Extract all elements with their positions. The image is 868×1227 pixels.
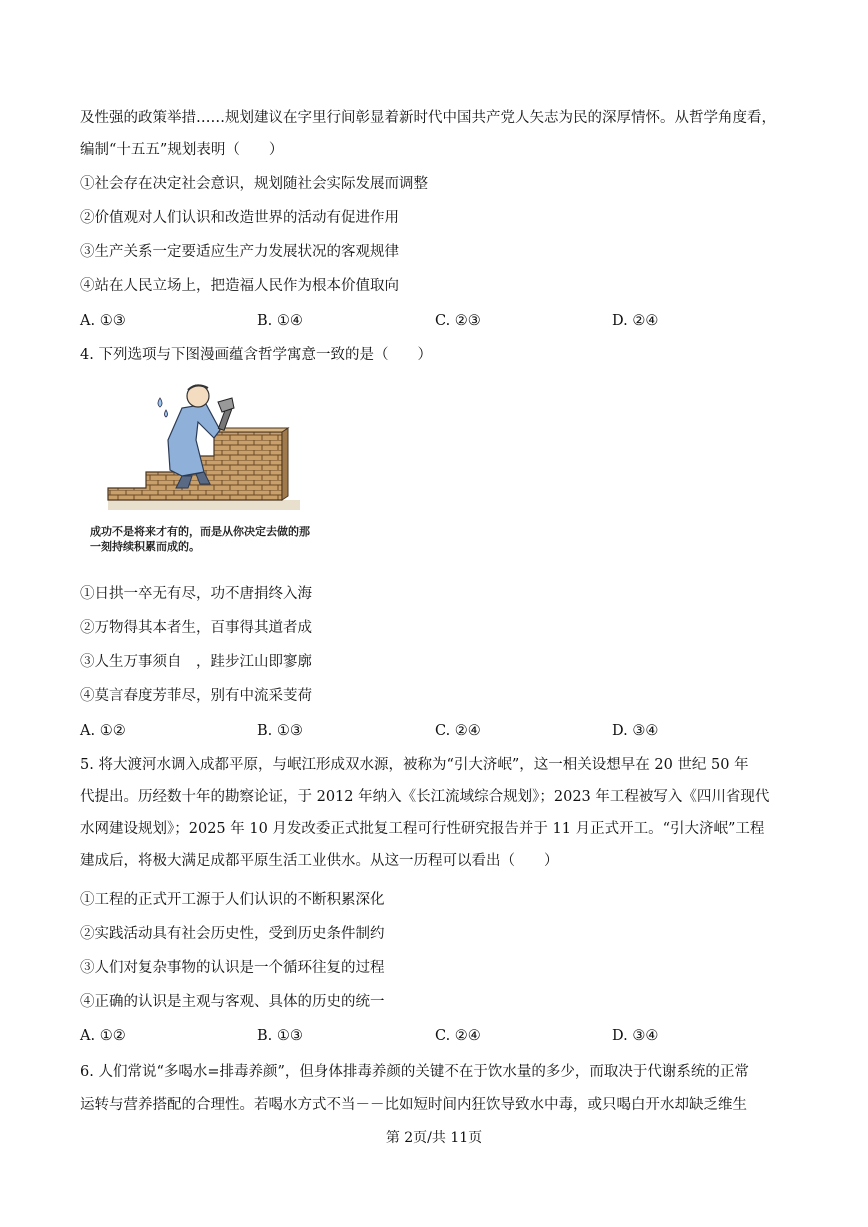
q3-option-c: C. ②③ (435, 313, 481, 329)
q4-option-b: B. ①③ (257, 723, 303, 739)
q5-option-a: A. ①② (80, 1028, 126, 1044)
cartoon-caption: 成功不是将来才有的，而是从你决定去做的那一刻持续积累而成的。 (90, 525, 310, 553)
q5-item-1: ①工程的正式开工源于人们认识的不断积累深化 (80, 892, 385, 908)
q5-item-2: ②实践活动具有社会历史性，受到历史条件制约 (80, 926, 385, 942)
q5-option-d: D. ③④ (612, 1028, 659, 1044)
q5-stem-line-4: 建成后，将极大满足成都平原生活工业供水。从这一历程可以看出（ ） (80, 853, 559, 869)
q4-option-d: D. ③④ (612, 723, 659, 739)
q3-stem-line-2: 编制“十五五”规划表明（ ） (80, 142, 284, 158)
q3-item-3: ③生产关系一定要适应生产力发展状况的客观规律 (80, 244, 399, 260)
q5-item-3: ③人们对复杂事物的认识是一个循环往复的过程 (80, 960, 385, 976)
page-footer: 第 2页/共 11页 (385, 1130, 483, 1146)
q4-item-2: ②万物得其本者生，百事得其道者成 (80, 620, 312, 636)
q3-option-a: A. ①③ (80, 313, 126, 329)
q5-stem-line-2: 代提出。历经数十年的勘察论证，于 2012 年纳入《长江流域综合规划》；2023 年工程被写入《四川省现代 (80, 789, 770, 805)
q3-option-d: D. ②④ (612, 313, 659, 329)
q4-item-3: ③人生万事须自 ，跬步江山即寥廓 (80, 654, 312, 670)
q3-item-1: ①社会存在决定社会意识，规划随社会实际发展而调整 (80, 176, 428, 192)
q4-item-4: ④莫言春度芳菲尽，别有中流采芰荷 (80, 688, 312, 704)
q6-stem-line-1: 6. 人们常说“多喝水=排毒养颜”，但身体排毒养颜的关键不在于饮水量的多少，而取决于代谢系统的正常 (80, 1064, 749, 1080)
q5-stem-line-1: 5. 将大渡河水调入成都平原，与岷江形成双水源，被称为“引大济岷”，这一相关设想早在 20 世纪 50 年 (80, 757, 749, 773)
q3-stem-line-1: 及性强的政策举措……规划建议在字里行间彰显着新时代中国共产党人矢志为民的深厚情怀。从哲学角度看， (80, 110, 776, 126)
q5-option-c: C. ②④ (435, 1028, 481, 1044)
q5-option-b: B. ①③ (257, 1028, 303, 1044)
q4-option-a: A. ①② (80, 723, 126, 739)
q6-stem-line-2: 运转与营养搭配的合理性。若喝水方式不当－－比如短时间内狂饮导致水中毒，或只喝白开水却缺乏维生 (80, 1097, 747, 1113)
q5-stem-line-3: 水网建设规划》；2025 年 10 月发改委正式批复工程可行性研究报告并于 11 月正式开工。“引大济岷”工程 (80, 821, 765, 837)
q4-option-c: C. ②④ (435, 723, 481, 739)
q3-item-4: ④站在人民立场上，把造福人民作为根本价值取向 (80, 278, 399, 294)
q3-item-2: ②价值观对人们认识和改造世界的活动有促进作用 (80, 210, 399, 226)
q4-stem: 4. 下列选项与下图漫画蕴含哲学寓意一致的是（ ） (80, 347, 432, 363)
q5-item-4: ④正确的认识是主观与客观、具体的历史的统一 (80, 994, 385, 1010)
q3-option-b: B. ①④ (257, 313, 303, 329)
q4-item-1: ①日拱一卒无有尽，功不唐捐终入海 (80, 586, 312, 602)
